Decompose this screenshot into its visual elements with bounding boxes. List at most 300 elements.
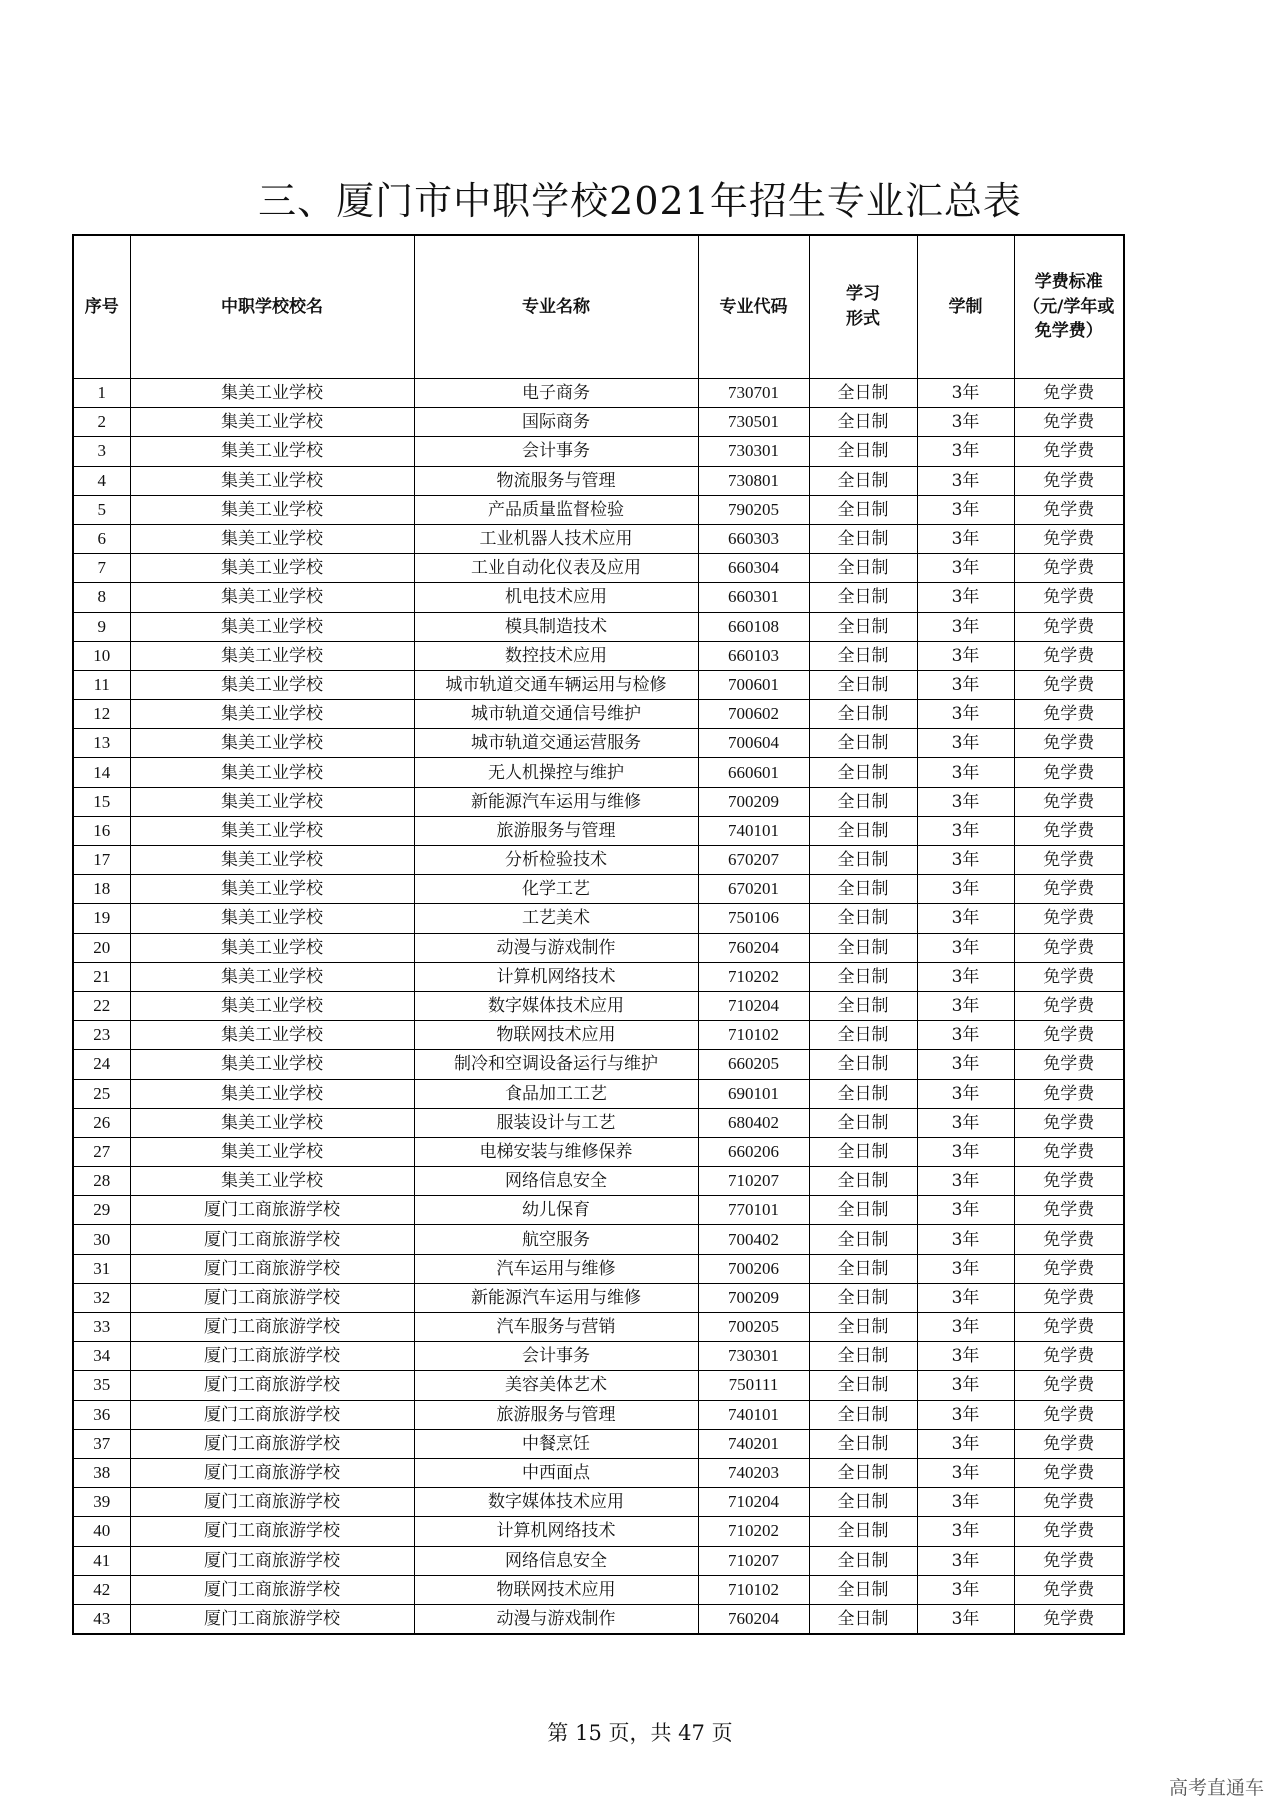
cell-major: 幼儿保育 [414,1196,698,1225]
cell-duration: 3年 [917,408,1014,437]
cell-mode: 全日制 [809,933,917,962]
cell-mode: 全日制 [809,1342,917,1371]
table-row [73,1429,1124,1458]
cell-index: 5 [73,495,130,524]
cell-school: 集美工业学校 [130,758,414,787]
cell-major: 产品质量监督检验 [414,495,698,524]
table-row [73,670,1124,699]
table-row [73,1137,1124,1166]
cell-major: 旅游服务与管理 [414,816,698,845]
cell-code: 760204 [698,1604,809,1634]
cell-fee: 免学费 [1014,1108,1124,1137]
table-header-row [73,235,1124,379]
cell-duration: 3年 [917,1400,1014,1429]
cell-fee: 免学费 [1014,408,1124,437]
table-row [73,991,1124,1020]
cell-duration: 3年 [917,524,1014,553]
table-row [73,1254,1124,1283]
cell-major: 新能源汽车运用与维修 [414,787,698,816]
cell-code: 660301 [698,583,809,612]
table-row [73,612,1124,641]
cell-code: 700209 [698,1283,809,1312]
cell-major: 动漫与游戏制作 [414,933,698,962]
cell-fee: 免学费 [1014,1488,1124,1517]
table-row [73,1021,1124,1050]
table-row [73,846,1124,875]
cell-major: 城市轨道交通运营服务 [414,729,698,758]
cell-code: 710202 [698,962,809,991]
cell-fee: 免学费 [1014,583,1124,612]
cell-code: 760204 [698,933,809,962]
cell-fee: 免学费 [1014,1313,1124,1342]
cell-major: 分析检验技术 [414,846,698,875]
cell-major: 工业自动化仪表及应用 [414,554,698,583]
cell-fee: 免学费 [1014,641,1124,670]
cell-index: 35 [73,1371,130,1400]
cell-duration: 3年 [917,1283,1014,1312]
cell-duration: 3年 [917,1254,1014,1283]
cell-index: 6 [73,524,130,553]
table-row [73,1167,1124,1196]
cell-major: 服装设计与工艺 [414,1108,698,1137]
cell-mode: 全日制 [809,787,917,816]
cell-school: 集美工业学校 [130,408,414,437]
cell-duration: 3年 [917,875,1014,904]
cell-school: 集美工业学校 [130,1079,414,1108]
cell-index: 13 [73,729,130,758]
cell-index: 41 [73,1546,130,1575]
cell-school: 厦门工商旅游学校 [130,1488,414,1517]
cell-index: 29 [73,1196,130,1225]
cell-major: 会计事务 [414,1342,698,1371]
cell-duration: 3年 [917,1517,1014,1546]
cell-major: 化学工艺 [414,875,698,904]
cell-fee: 免学费 [1014,670,1124,699]
cell-school: 集美工业学校 [130,933,414,962]
table-row [73,524,1124,553]
cell-code: 790205 [698,495,809,524]
table-row [73,875,1124,904]
cell-mode: 全日制 [809,1167,917,1196]
cell-code: 660206 [698,1137,809,1166]
cell-major: 会计事务 [414,437,698,466]
cell-school: 厦门工商旅游学校 [130,1458,414,1487]
cell-index: 43 [73,1604,130,1634]
cell-code: 700602 [698,700,809,729]
cell-index: 31 [73,1254,130,1283]
cell-fee: 免学费 [1014,1196,1124,1225]
cell-mode: 全日制 [809,524,917,553]
table-row [73,379,1124,408]
cell-index: 17 [73,846,130,875]
cell-code: 700402 [698,1225,809,1254]
cell-school: 集美工业学校 [130,670,414,699]
cell-code: 660108 [698,612,809,641]
header-code: 专业代码 [698,235,809,379]
cell-duration: 3年 [917,1079,1014,1108]
cell-mode: 全日制 [809,700,917,729]
cell-major: 美容美体艺术 [414,1371,698,1400]
cell-duration: 3年 [917,554,1014,583]
cell-major: 无人机操控与维护 [414,758,698,787]
cell-index: 24 [73,1050,130,1079]
cell-school: 厦门工商旅游学校 [130,1400,414,1429]
cell-mode: 全日制 [809,1400,917,1429]
cell-fee: 免学费 [1014,1458,1124,1487]
cell-index: 32 [73,1283,130,1312]
table-row [73,758,1124,787]
cell-code: 660601 [698,758,809,787]
cell-duration: 3年 [917,729,1014,758]
cell-duration: 3年 [917,700,1014,729]
cell-school: 集美工业学校 [130,583,414,612]
table-row [73,1371,1124,1400]
cell-code: 740203 [698,1458,809,1487]
cell-code: 730701 [698,379,809,408]
table-row [73,408,1124,437]
table-row [73,1575,1124,1604]
cell-fee: 免学费 [1014,1400,1124,1429]
cell-mode: 全日制 [809,554,917,583]
cell-code: 730801 [698,466,809,495]
cell-code: 660304 [698,554,809,583]
cell-major: 食品加工工艺 [414,1079,698,1108]
cell-mode: 全日制 [809,1050,917,1079]
cell-code: 730501 [698,408,809,437]
cell-mode: 全日制 [809,875,917,904]
cell-school: 集美工业学校 [130,379,414,408]
cell-school: 集美工业学校 [130,524,414,553]
table-row [73,583,1124,612]
cell-school: 集美工业学校 [130,437,414,466]
cell-mode: 全日制 [809,991,917,1020]
cell-school: 集美工业学校 [130,1108,414,1137]
cell-school: 厦门工商旅游学校 [130,1546,414,1575]
cell-index: 11 [73,670,130,699]
cell-major: 电梯安装与维修保养 [414,1137,698,1166]
cell-index: 23 [73,1021,130,1050]
table-row [73,1313,1124,1342]
cell-school: 集美工业学校 [130,729,414,758]
cell-duration: 3年 [917,437,1014,466]
cell-code: 740101 [698,1400,809,1429]
cell-mode: 全日制 [809,1283,917,1312]
table-row [73,495,1124,524]
cell-fee: 免学费 [1014,991,1124,1020]
cell-mode: 全日制 [809,758,917,787]
header-major: 专业名称 [414,235,698,379]
cell-major: 网络信息安全 [414,1546,698,1575]
cell-index: 28 [73,1167,130,1196]
cell-index: 12 [73,700,130,729]
cell-code: 660303 [698,524,809,553]
cell-index: 26 [73,1108,130,1137]
cell-fee: 免学费 [1014,846,1124,875]
cell-school: 集美工业学校 [130,641,414,670]
cell-index: 27 [73,1137,130,1166]
cell-duration: 3年 [917,787,1014,816]
cell-index: 14 [73,758,130,787]
cell-school: 集美工业学校 [130,612,414,641]
cell-fee: 免学费 [1014,700,1124,729]
table-row [73,641,1124,670]
cell-index: 33 [73,1313,130,1342]
cell-code: 740201 [698,1429,809,1458]
cell-index: 39 [73,1488,130,1517]
cell-duration: 3年 [917,379,1014,408]
cell-mode: 全日制 [809,962,917,991]
cell-code: 700209 [698,787,809,816]
table-row [73,437,1124,466]
cell-school: 集美工业学校 [130,466,414,495]
cell-major: 物联网技术应用 [414,1575,698,1604]
header-school: 中职学校校名 [130,235,414,379]
cell-school: 集美工业学校 [130,495,414,524]
cell-major: 旅游服务与管理 [414,1400,698,1429]
cell-major: 数字媒体技术应用 [414,1488,698,1517]
cell-code: 670207 [698,846,809,875]
cell-fee: 免学费 [1014,554,1124,583]
cell-major: 网络信息安全 [414,1167,698,1196]
cell-fee: 免学费 [1014,495,1124,524]
cell-fee: 免学费 [1014,1079,1124,1108]
cell-major: 中西面点 [414,1458,698,1487]
cell-mode: 全日制 [809,1575,917,1604]
cell-duration: 3年 [917,495,1014,524]
cell-school: 集美工业学校 [130,875,414,904]
cell-mode: 全日制 [809,583,917,612]
table-row [73,1546,1124,1575]
cell-duration: 3年 [917,1050,1014,1079]
cell-school: 集美工业学校 [130,962,414,991]
cell-mode: 全日制 [809,1079,917,1108]
cell-index: 36 [73,1400,130,1429]
cell-major: 中餐烹饪 [414,1429,698,1458]
cell-code: 710207 [698,1167,809,1196]
cell-school: 集美工业学校 [130,554,414,583]
cell-duration: 3年 [917,641,1014,670]
cell-code: 730301 [698,437,809,466]
table-row [73,700,1124,729]
cell-index: 10 [73,641,130,670]
cell-school: 厦门工商旅游学校 [130,1313,414,1342]
cell-mode: 全日制 [809,1225,917,1254]
cell-code: 700604 [698,729,809,758]
cell-mode: 全日制 [809,1546,917,1575]
cell-mode: 全日制 [809,408,917,437]
cell-mode: 全日制 [809,437,917,466]
cell-school: 厦门工商旅游学校 [130,1283,414,1312]
table-row [73,554,1124,583]
page-title: 三、厦门市中职学校2021年招生专业汇总表 [258,179,1022,223]
cell-code: 700205 [698,1313,809,1342]
cell-major: 汽车服务与营销 [414,1313,698,1342]
cell-fee: 免学费 [1014,612,1124,641]
cell-index: 7 [73,554,130,583]
cell-fee: 免学费 [1014,1429,1124,1458]
cell-fee: 免学费 [1014,1021,1124,1050]
cell-mode: 全日制 [809,1196,917,1225]
cell-major: 航空服务 [414,1225,698,1254]
cell-index: 16 [73,816,130,845]
table-row [73,816,1124,845]
cell-code: 690101 [698,1079,809,1108]
cell-code: 660103 [698,641,809,670]
enrollment-table [72,234,1125,1635]
cell-code: 710207 [698,1546,809,1575]
cell-school: 集美工业学校 [130,787,414,816]
cell-index: 1 [73,379,130,408]
cell-index: 30 [73,1225,130,1254]
cell-fee: 免学费 [1014,1225,1124,1254]
table-row [73,1342,1124,1371]
cell-mode: 全日制 [809,1458,917,1487]
cell-major: 计算机网络技术 [414,962,698,991]
cell-index: 25 [73,1079,130,1108]
cell-fee: 免学费 [1014,1167,1124,1196]
cell-mode: 全日制 [809,670,917,699]
cell-duration: 3年 [917,846,1014,875]
cell-duration: 3年 [917,1137,1014,1166]
cell-school: 厦门工商旅游学校 [130,1575,414,1604]
cell-major: 机电技术应用 [414,583,698,612]
cell-school: 厦门工商旅游学校 [130,1225,414,1254]
cell-duration: 3年 [917,1371,1014,1400]
cell-mode: 全日制 [809,904,917,933]
cell-duration: 3年 [917,1196,1014,1225]
cell-fee: 免学费 [1014,524,1124,553]
table-row [73,466,1124,495]
cell-major: 动漫与游戏制作 [414,1604,698,1634]
cell-duration: 3年 [917,933,1014,962]
cell-major: 城市轨道交通信号维护 [414,700,698,729]
cell-mode: 全日制 [809,846,917,875]
cell-major: 模具制造技术 [414,612,698,641]
header-index: 序号 [73,235,130,379]
cell-school: 集美工业学校 [130,1050,414,1079]
cell-major: 数字媒体技术应用 [414,991,698,1020]
cell-mode: 全日制 [809,1429,917,1458]
cell-mode: 全日制 [809,1371,917,1400]
cell-index: 19 [73,904,130,933]
cell-duration: 3年 [917,991,1014,1020]
cell-school: 厦门工商旅游学校 [130,1342,414,1371]
table-row [73,1517,1124,1546]
cell-school: 集美工业学校 [130,1137,414,1166]
cell-index: 20 [73,933,130,962]
cell-fee: 免学费 [1014,816,1124,845]
cell-fee: 免学费 [1014,1050,1124,1079]
cell-major: 城市轨道交通车辆运用与检修 [414,670,698,699]
cell-index: 4 [73,466,130,495]
cell-mode: 全日制 [809,1517,917,1546]
cell-fee: 免学费 [1014,758,1124,787]
cell-index: 18 [73,875,130,904]
cell-duration: 3年 [917,583,1014,612]
cell-major: 汽车运用与维修 [414,1254,698,1283]
cell-fee: 免学费 [1014,1517,1124,1546]
cell-school: 集美工业学校 [130,991,414,1020]
cell-code: 740101 [698,816,809,845]
cell-code: 700601 [698,670,809,699]
cell-major: 制冷和空调设备运行与维护 [414,1050,698,1079]
cell-duration: 3年 [917,1167,1014,1196]
cell-fee: 免学费 [1014,729,1124,758]
cell-school: 厦门工商旅游学校 [130,1517,414,1546]
cell-code: 710202 [698,1517,809,1546]
cell-duration: 3年 [917,1604,1014,1634]
cell-duration: 3年 [917,1546,1014,1575]
cell-index: 22 [73,991,130,1020]
cell-fee: 免学费 [1014,1575,1124,1604]
cell-index: 21 [73,962,130,991]
cell-fee: 免学费 [1014,1342,1124,1371]
cell-mode: 全日制 [809,612,917,641]
cell-major: 工业机器人技术应用 [414,524,698,553]
cell-index: 2 [73,408,130,437]
cell-code: 710102 [698,1021,809,1050]
cell-fee: 免学费 [1014,1546,1124,1575]
cell-duration: 3年 [917,1458,1014,1487]
cell-index: 9 [73,612,130,641]
cell-mode: 全日制 [809,729,917,758]
cell-mode: 全日制 [809,495,917,524]
cell-duration: 3年 [917,1313,1014,1342]
table-row [73,1108,1124,1137]
cell-duration: 3年 [917,1575,1014,1604]
cell-mode: 全日制 [809,1137,917,1166]
cell-duration: 3年 [917,758,1014,787]
cell-duration: 3年 [917,466,1014,495]
cell-school: 集美工业学校 [130,700,414,729]
cell-school: 集美工业学校 [130,1167,414,1196]
cell-mode: 全日制 [809,1021,917,1050]
cell-major: 工艺美术 [414,904,698,933]
table-row [73,933,1124,962]
cell-duration: 3年 [917,904,1014,933]
cell-duration: 3年 [917,612,1014,641]
cell-school: 集美工业学校 [130,816,414,845]
table-row [73,1604,1124,1634]
header-mode: 学习形式 [809,235,917,379]
cell-mode: 全日制 [809,816,917,845]
header-duration: 学制 [917,235,1014,379]
cell-duration: 3年 [917,1342,1014,1371]
cell-major: 数控技术应用 [414,641,698,670]
cell-code: 710204 [698,991,809,1020]
table-row [73,1283,1124,1312]
cell-fee: 免学费 [1014,437,1124,466]
cell-duration: 3年 [917,670,1014,699]
cell-school: 厦门工商旅游学校 [130,1371,414,1400]
cell-code: 710102 [698,1575,809,1604]
cell-school: 厦门工商旅游学校 [130,1196,414,1225]
cell-school: 集美工业学校 [130,904,414,933]
cell-index: 34 [73,1342,130,1371]
cell-major: 物流服务与管理 [414,466,698,495]
cell-major: 新能源汽车运用与维修 [414,1283,698,1312]
cell-code: 750111 [698,1371,809,1400]
cell-fee: 免学费 [1014,1283,1124,1312]
cell-mode: 全日制 [809,1313,917,1342]
watermark: 高考直通车 [1168,1777,1264,1799]
table-row [73,787,1124,816]
cell-code: 750106 [698,904,809,933]
cell-code: 730301 [698,1342,809,1371]
cell-code: 660205 [698,1050,809,1079]
cell-duration: 3年 [917,1488,1014,1517]
cell-school: 集美工业学校 [130,1021,414,1050]
